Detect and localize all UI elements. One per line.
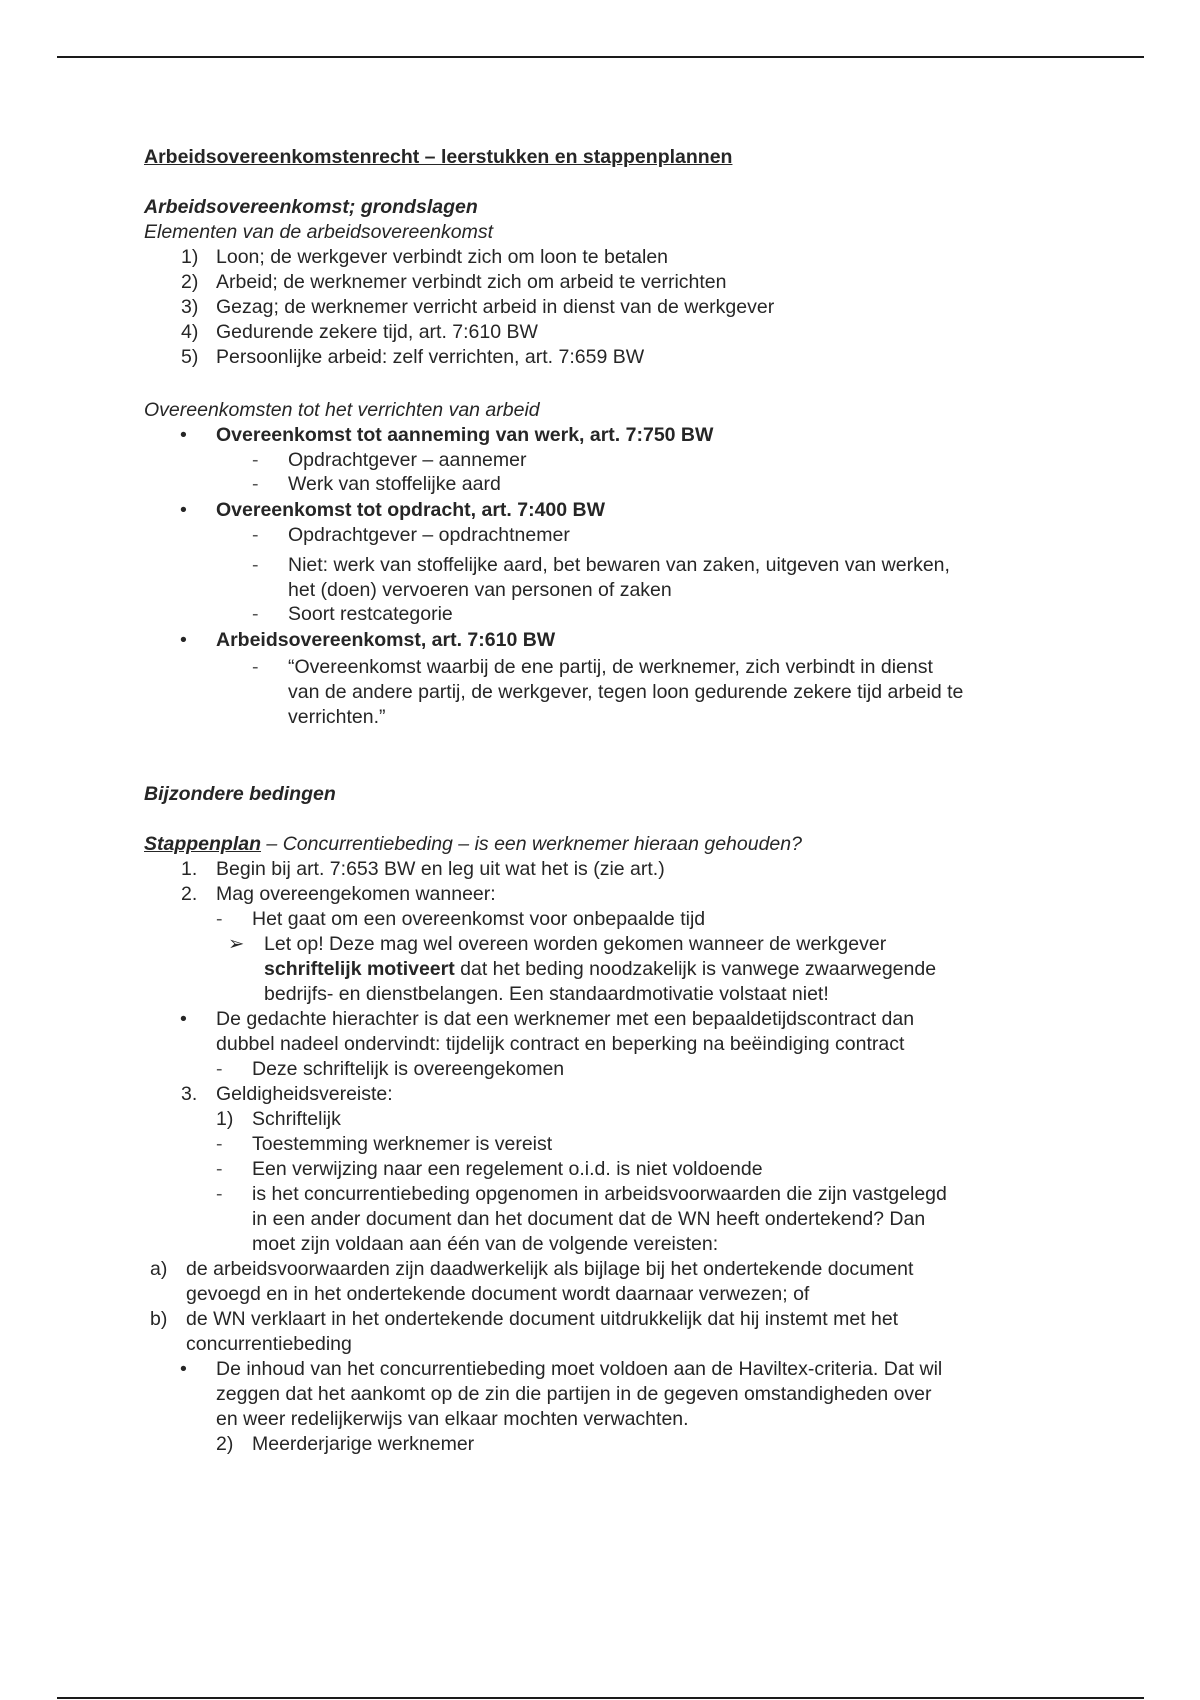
list-marker: 5) <box>181 346 199 368</box>
list-marker: 4) <box>181 321 199 343</box>
bullet-opdracht: Overeenkomst tot opdracht, art. 7:400 BW <box>216 499 606 521</box>
list-item: Gedurende zekere tijd, art. 7:610 BW <box>216 321 538 343</box>
note-emphasis: schriftelijk motiveert <box>264 958 455 980</box>
stappenplan-label: Stappenplan <box>144 833 262 855</box>
step-marker: 1. <box>181 858 198 880</box>
page-title: Arbeidsovereenkomstenrecht – leerstukken en stappenplannen <box>144 146 733 168</box>
note-line: Let op! Deze mag wel overeen worden gekomen wanneer de werkgever <box>264 933 887 955</box>
dash-marker: - <box>252 449 259 471</box>
bullet-marker: • <box>180 629 187 651</box>
requirement-2: Meerderjarige werknemer <box>252 1433 475 1455</box>
dash-marker: - <box>252 656 259 678</box>
dash-marker: - <box>216 1058 223 1080</box>
list-marker: 1) <box>181 246 199 268</box>
list-marker: 3) <box>181 296 199 318</box>
stappenplan-heading <box>144 832 802 857</box>
quote-line: verrichten.” <box>288 706 386 728</box>
list-item: Deze schriftelijk is overeengekomen <box>252 1058 565 1080</box>
bullet-line: zeggen dat het aankomt op de zin die partijen in de gegeven omstandigheden over <box>216 1383 932 1405</box>
list-marker: 1) <box>216 1108 234 1130</box>
dash-marker: - <box>252 554 259 576</box>
alpha-line: de arbeidsvoorwaarden zijn daadwerkelijk als bijlage bij het ondertekende document <box>186 1258 914 1280</box>
list-item: Toestemming werknemer is vereist <box>252 1133 553 1155</box>
quote-line: van de andere partij, de werkgever, tegen loon gedurende zekere tijd arbeid te <box>288 681 964 703</box>
step-marker: 2. <box>181 883 198 905</box>
step-marker: 3. <box>181 1083 198 1105</box>
section-heading-bijzondere-bedingen: Bijzondere bedingen <box>144 783 336 805</box>
list-item: Loon; de werkgever verbindt zich om loon te betalen <box>216 246 669 268</box>
dash-marker: - <box>216 1158 223 1180</box>
arrow-icon: ➢ <box>228 933 245 955</box>
footer-rule <box>57 1697 1144 1699</box>
alpha-marker: b) <box>150 1308 168 1330</box>
dash-marker: - <box>252 473 259 495</box>
list-item-continued: het (doen) vervoeren van personen of zaken <box>288 579 672 601</box>
dash-marker: - <box>252 524 259 546</box>
bullet-line: De inhoud van het concurrentiebeding moet voldoen aan de Haviltex-criteria. Dat wil <box>216 1358 943 1380</box>
bullet-line: De gedachte hierachter is dat een werknemer met een bepaaldetijdscontract dan <box>216 1008 915 1030</box>
subheading-overeenkomsten: Overeenkomsten tot het verrichten van arbeid <box>144 399 540 421</box>
alpha-line: gevoegd en in het ondertekende document wordt daarnaar verwezen; of <box>186 1283 810 1305</box>
list-item: Het gaat om een overeenkomst voor onbepaalde tijd <box>252 908 706 930</box>
dash-marker: - <box>216 908 223 930</box>
stappenplan-subject: – Concurrentiebeding – is een werknemer hieraan gehouden? <box>261 833 802 855</box>
quote-line: “Overeenkomst waarbij de ene partij, de werknemer, zich verbindt in dienst <box>288 656 933 678</box>
list-item: Een verwijzing naar een regelement o.i.d. is niet voldoende <box>252 1158 763 1180</box>
header-rule <box>57 56 1144 58</box>
list-item: Opdrachtgever – aannemer <box>288 449 527 471</box>
bullet-line: dubbel nadeel ondervindt: tijdelijk contract en beperking na beëindiging contract <box>216 1033 905 1055</box>
dash-marker: - <box>252 603 259 625</box>
bullet-marker: • <box>180 1358 187 1380</box>
section-heading-grondslagen: Arbeidsovereenkomst; grondslagen <box>144 196 478 218</box>
alpha-line: de WN verklaart in het ondertekende document uitdrukkelijk dat hij instemt met het <box>186 1308 899 1330</box>
list-marker: 2) <box>181 271 199 293</box>
note-rest: dat het beding noodzakelijk is vanwege zwaarwegende <box>454 958 937 980</box>
list-item: Niet: werk van stoffelijke aard, bet bewaren van zaken, uitgeven van werken, <box>288 554 950 576</box>
list-item: Opdrachtgever – opdrachtnemer <box>288 524 570 546</box>
list-item: Werk van stoffelijke aard <box>288 473 501 495</box>
bullet-marker: • <box>180 1008 187 1030</box>
alpha-marker: a) <box>150 1258 168 1280</box>
step-3: Geldigheidsvereiste: <box>216 1083 393 1105</box>
requirement-1: Schriftelijk <box>252 1108 341 1130</box>
bullet-marker: • <box>180 499 187 521</box>
bullet-aanneming: Overeenkomst tot aanneming van werk, art. 7:750 BW <box>216 424 714 446</box>
list-item: Arbeid; de werknemer verbindt zich om arbeid te verrichten <box>216 271 727 293</box>
list-marker: 2) <box>216 1433 234 1455</box>
list-item-continued: moet zijn voldaan aan één van de volgende vereisten: <box>252 1233 719 1255</box>
bullet-arbeidsovereenkomst: Arbeidsovereenkomst, art. 7:610 BW <box>216 629 556 651</box>
list-item: Soort restcategorie <box>288 603 453 625</box>
note-line: bedrijfs- en dienstbelangen. Een standaardmotivatie volstaat niet! <box>264 983 829 1005</box>
list-item: Persoonlijke arbeid: zelf verrichten, art. 7:659 BW <box>216 346 645 368</box>
dash-marker: - <box>216 1183 223 1205</box>
step-2: Mag overeengekomen wanneer: <box>216 883 496 905</box>
bullet-marker: • <box>180 424 187 446</box>
list-item: Gezag; de werknemer verricht arbeid in dienst van de werkgever <box>216 296 775 318</box>
step-1: Begin bij art. 7:653 BW en leg uit wat het is (zie art.) <box>216 858 665 880</box>
list-item: is het concurrentiebeding opgenomen in arbeidsvoorwaarden die zijn vastgelegd <box>252 1183 947 1205</box>
dash-marker: - <box>216 1133 223 1155</box>
list-item-continued: in een ander document dan het document dat de WN heeft ondertekend? Dan <box>252 1208 926 1230</box>
bullet-line: en weer redelijkerwijs van elkaar mochten verwachten. <box>216 1408 689 1430</box>
note-line <box>264 957 936 982</box>
subheading-elementen: Elementen van de arbeidsovereenkomst <box>144 221 494 243</box>
alpha-line: concurrentiebeding <box>186 1333 352 1355</box>
